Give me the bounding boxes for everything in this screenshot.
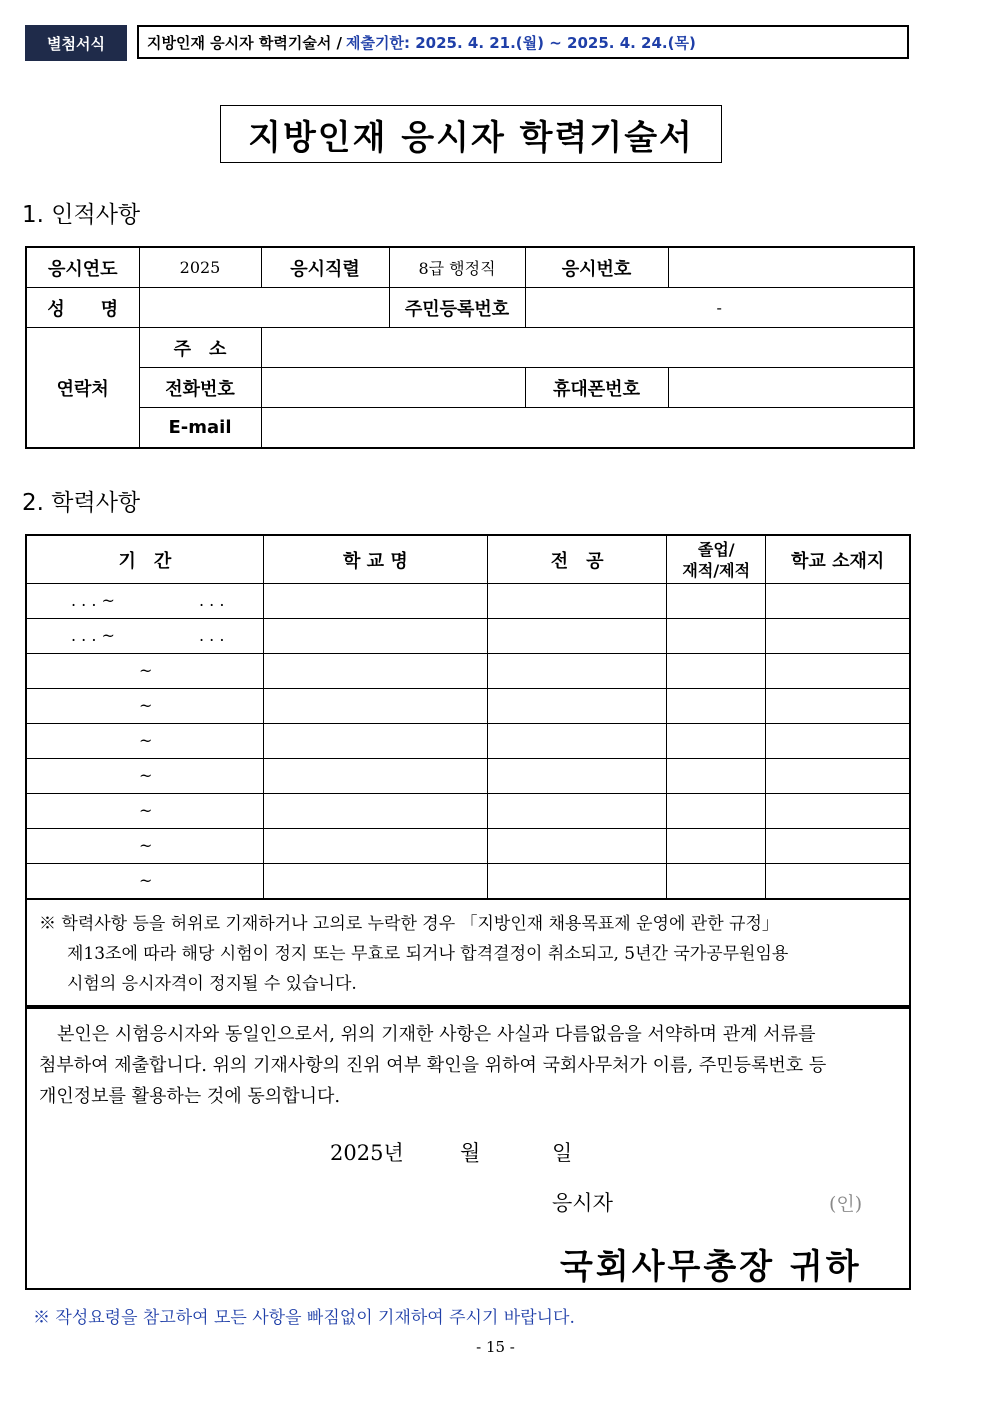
status-cell[interactable] xyxy=(667,864,766,900)
period-tilde: ~ xyxy=(139,731,153,750)
location-cell[interactable] xyxy=(766,794,910,829)
name-label: 성 명 xyxy=(26,288,139,328)
col-status xyxy=(667,535,766,584)
period-cell[interactable] xyxy=(26,689,263,724)
exam-series-value[interactable]: 8급 행정직 xyxy=(389,247,525,288)
period-end: . . . xyxy=(199,591,225,610)
col-major: 전 공 xyxy=(488,535,667,584)
status-cell[interactable] xyxy=(667,759,766,794)
page-number: - 15 - xyxy=(476,1338,515,1356)
contact-label: 연락처 xyxy=(26,328,139,449)
period-tilde: ~ xyxy=(139,836,153,855)
table-row xyxy=(26,689,910,724)
declaration-text xyxy=(39,1019,901,1112)
table-row xyxy=(26,864,910,900)
status-cell[interactable] xyxy=(667,829,766,864)
page-title: 지방인재 응시자 학력기술서 xyxy=(220,105,722,163)
sign-year: 2025년 xyxy=(330,1141,404,1165)
location-cell[interactable] xyxy=(766,619,910,654)
period-cell[interactable] xyxy=(26,584,263,619)
status-cell[interactable] xyxy=(667,689,766,724)
footer-note: ※ 작성요령을 참고하여 모든 사항을 빠짐없이 기재하여 주시기 바랍니다. xyxy=(33,1308,575,1328)
header-doc-name: 지방인재 응시자 학력기술서 / xyxy=(147,33,343,52)
period-tilde: ~ xyxy=(139,661,153,680)
period-start: . . . ~ xyxy=(71,626,115,645)
school-cell[interactable] xyxy=(263,759,487,794)
table-row xyxy=(26,724,910,759)
phone-label: 전화번호 xyxy=(139,368,261,408)
major-cell[interactable] xyxy=(488,759,667,794)
school-cell[interactable] xyxy=(263,654,487,689)
name-field[interactable] xyxy=(139,288,389,328)
education-table xyxy=(25,534,911,900)
col-school: 학 교 명 xyxy=(263,535,487,584)
period-tilde: ~ xyxy=(139,766,153,785)
notice-box xyxy=(25,897,911,1007)
school-cell[interactable] xyxy=(263,864,487,900)
form-badge: 별첨서식 xyxy=(25,25,127,61)
major-cell[interactable] xyxy=(488,654,667,689)
status-cell[interactable] xyxy=(667,724,766,759)
email-field[interactable] xyxy=(261,408,914,449)
school-cell[interactable] xyxy=(263,794,487,829)
notice-line: ※ 학력사항 등을 허위로 기재하거나 고의로 누락한 경우 「지방인재 채용목표제 운영에 관한 규정」 xyxy=(39,914,779,934)
exam-number-label: 응시번호 xyxy=(525,247,668,288)
major-cell[interactable] xyxy=(488,584,667,619)
period-cell[interactable] xyxy=(26,829,263,864)
addressee: 국회사무총장 귀하 xyxy=(560,1247,862,1287)
exam-number-field[interactable] xyxy=(668,247,914,288)
school-cell[interactable] xyxy=(263,829,487,864)
col-location: 학교 소재지 xyxy=(766,535,910,584)
major-cell[interactable] xyxy=(488,619,667,654)
address-label: 주 소 xyxy=(139,328,261,368)
period-cell[interactable] xyxy=(26,654,263,689)
rrn-field[interactable]: - xyxy=(525,288,914,328)
period-cell[interactable] xyxy=(26,794,263,829)
period-cell[interactable] xyxy=(26,619,263,654)
status-cell[interactable] xyxy=(667,619,766,654)
period-tilde: ~ xyxy=(139,696,153,715)
section-heading-education: 2. 학력사항 xyxy=(22,490,141,516)
mobile-label: 휴대폰번호 xyxy=(525,368,668,408)
applicant-label: 응시자 xyxy=(552,1191,613,1215)
declaration-line: 본인은 시험응시자와 동일인으로서, 위의 기재한 사항은 사실과 다름없음을 서약하며 관계 서류를 xyxy=(39,1024,816,1045)
rrn-label: 주민등록번호 xyxy=(389,288,525,328)
period-tilde: ~ xyxy=(139,801,153,820)
status-cell[interactable] xyxy=(667,794,766,829)
declaration-line: 개인정보를 활용하는 것에 동의합니다. xyxy=(39,1086,341,1107)
school-cell[interactable] xyxy=(263,689,487,724)
declaration-line: 첨부하여 제출합니다. 위의 기재사항의 진위 여부 확인을 위하여 국회사무처가 이름, 주민등록번호 등 xyxy=(39,1055,827,1076)
col-period: 기 간 xyxy=(26,535,263,584)
location-cell[interactable] xyxy=(766,689,910,724)
sign-month: 월 xyxy=(460,1141,481,1165)
notice-line: 시험의 응시자격이 정지될 수 있습니다. xyxy=(67,974,357,994)
header-bar xyxy=(137,25,909,59)
address-field[interactable] xyxy=(261,328,914,368)
table-row xyxy=(26,654,910,689)
table-row xyxy=(26,584,910,619)
location-cell[interactable] xyxy=(766,864,910,900)
period-end: . . . xyxy=(199,626,225,645)
period-cell[interactable] xyxy=(26,864,263,900)
sign-day: 일 xyxy=(552,1141,573,1165)
location-cell[interactable] xyxy=(766,654,910,689)
period-cell[interactable] xyxy=(26,724,263,759)
school-cell[interactable] xyxy=(263,619,487,654)
notice-line: 제13조에 따라 해당 시험이 정지 또는 무효로 되거나 합격결정이 취소되고, 5년간 국가공무원임용 xyxy=(67,944,789,964)
location-cell[interactable] xyxy=(766,759,910,794)
mobile-field[interactable] xyxy=(668,368,914,408)
school-cell[interactable] xyxy=(263,584,487,619)
period-cell[interactable] xyxy=(26,759,263,794)
phone-field[interactable] xyxy=(261,368,525,408)
table-row xyxy=(26,794,910,829)
status-cell[interactable] xyxy=(667,654,766,689)
major-cell[interactable] xyxy=(488,864,667,900)
major-cell[interactable] xyxy=(488,829,667,864)
major-cell[interactable] xyxy=(488,689,667,724)
status-cell[interactable] xyxy=(667,584,766,619)
location-cell[interactable] xyxy=(766,829,910,864)
declaration-box xyxy=(25,1007,911,1290)
location-cell[interactable] xyxy=(766,584,910,619)
location-cell[interactable] xyxy=(766,724,910,759)
header-deadline: 제출기한: 2025. 4. 21.(월) ~ 2025. 4. 24.(목) xyxy=(346,33,696,52)
table-row xyxy=(26,619,910,654)
major-cell[interactable] xyxy=(488,794,667,829)
period-tilde: ~ xyxy=(139,871,153,890)
exam-series-label: 응시직렬 xyxy=(261,247,389,288)
seal-mark[interactable]: (인) xyxy=(829,1193,863,1215)
period-start: . . . ~ xyxy=(71,591,115,610)
personal-info-table xyxy=(25,246,915,449)
school-cell[interactable] xyxy=(263,724,487,759)
col-status-line1: 졸업/ xyxy=(697,539,735,559)
exam-year-value[interactable]: 2025 xyxy=(139,247,261,288)
section-heading-personal: 1. 인적사항 xyxy=(22,202,141,228)
table-row xyxy=(26,759,910,794)
exam-year-label: 응시연도 xyxy=(26,247,139,288)
major-cell[interactable] xyxy=(488,724,667,759)
table-row xyxy=(26,829,910,864)
col-status-line2: 재적/제적 xyxy=(682,560,751,580)
email-label: E-mail xyxy=(139,408,261,449)
